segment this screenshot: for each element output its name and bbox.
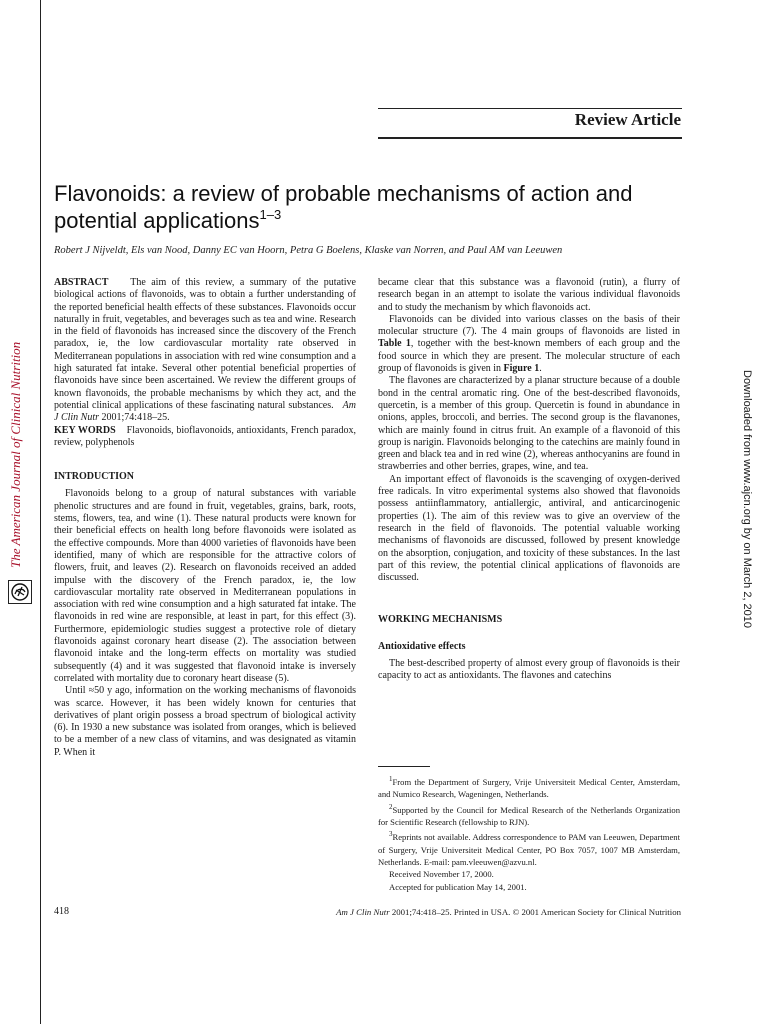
footnote-2-text: Supported by the Council for Medical Research of the Netherlands Organization for Scientific Research (fellowship to RJN). [378,804,680,827]
right-paragraph-2 [378,314,680,375]
header-rule-top [378,108,682,109]
abstract-text: The aim of this review, a summary of the putative biological actions of flavonoids, was to obtain a further understanding of the reported beneficial health effects of these substances. Flavonoids occur naturally in fruit, vegetables, and beverages such as tea and wine. Research in the field of flavonoids has increased since the discovery of the French paradox, ie, the low cardiovascular mortality rate observed in Mediterranean populations in association with red wine consumption and a high saturated fat intake. Several other potential beneficial properties of flavonoids have since been ascertained. We review the different groups of known flavonoids, the probable mechanisms by which they act, and the potential clinical applications of these fascinating natural substances. [54,277,356,411]
footnote-1-text: From the Department of Surgery, Vrije Universiteit Medical Center, Amsterdam, and Numico Research, Wageningen, Netherlands. [378,776,680,800]
footnote-2 [378,801,680,829]
key-words [54,425,356,450]
footer-journal: Am J Clin Nutr [336,907,390,917]
abstract [54,277,356,425]
right-paragraph-2-a: Flavonoids can be divided into various classes on the basis of their molecular structure (7). The 4 main groups of flavonoids are listed in [378,313,680,338]
accepted-date: Accepted for publication May 14, 2001. [389,881,527,892]
author-list: Robert J Nijveldt, Els van Nood, Danny EC van Hoorn, Petra G Boelens, Klaske van Norren, and Paul AM van Leeuwen [54,245,563,256]
right-paragraph-2-c: . [539,363,542,375]
figure-1-ref[interactable]: Figure 1 [503,363,540,375]
abstract-citation-journal: Am J Clin Nutr [54,399,356,424]
working-mechanisms-heading: WORKING MECHANISMS [378,614,503,626]
introduction-heading: INTRODUCTION [54,471,135,483]
right-paragraph-3: The flavones are characterized by a planar structure because of a double bond in the central aromatic ring. One of the best-described flavonoids, quercetin, is a member of this group. Quercetin is found in abundance in onions, apples, broccoli, and berries. The second group is the flavanones, which are mainly found in citrus fruit. An example of a flavonoid of this group is narigin. Flavonoids belonging to the catechins are mainly found in green and black tea and in red wine (2), whereas anthocyanins are found in strawberries and other berries, grapes, wine, and tea. [378,375,680,473]
footer-citation [336,907,681,917]
footnote-3-marker: 3 [389,830,393,839]
received-date: Received November 17, 2000. [389,869,494,880]
article-title-footnote-ref: 1–3 [259,207,282,222]
right-paragraph-2-b: , together with the best-known members of each group and the food source in which they are present. The molecular structure of each group of flavonoids is given in [378,338,680,375]
right-paragraph-1: became clear that this substance was a flavonoid (rutin), a flurry of research began in an attempt to isolate the various individual flavonoids and to study the mechanism by which flavonoids act. [378,277,680,313]
introduction-paragraph-1: Flavonoids belong to a group of natural substances with variable phenolic structures and are found in fruit, vegetables, grains, bark, roots, stems, flowers, tea, and wine (1). These natural products were known for their beneficial effects on health long before flavonoids were isolated as the effective compounds. More than 4000 varieties of flavonoids have been identified, many of which are responsible for the attractive colors of flowers, fruit, and leaves (2). Research on flavonoids received an added impulse with the discovery of the French paradox, ie, the low cardiovascular mortality rate observed in Mediterranean populations in association with red wine consumption and a high saturated fat intake. The flavonoids in red wine are responsible, at least in part, for this effect (3). Furthermore, epidemiologic studies suggest a protective role of dietary flavonoids against coronary heart disease (2). The association between flavonoid intake and the long-term effects on mortality was studied subsequently (4) and it was suggested that flavonoid intake is inversely correlated with mortality due to coronary heart disease (5). [54,488,356,684]
table-1-ref[interactable]: Table 1 [378,338,411,350]
footnotes [378,766,680,893]
abstract-citation-detail: 2001;74:418–25. [101,412,170,424]
key-words-label: KEY WORDS [54,424,116,436]
page-number: 418 [54,906,69,917]
antioxidative-heading: Antioxidative effects [378,640,466,652]
right-column [378,277,680,683]
article-title-text: Flavonoids: a review of probable mechanisms of action and potential applications [54,181,633,233]
footnote-1-marker: 1 [389,775,393,783]
journal-side-label: The American Journal of Clinical Nutrition [8,341,23,569]
section-label: Review Article [574,110,681,129]
footnote-2-marker: 2 [389,802,393,811]
introduction-paragraph-2: Until ≈50 y ago, information on the working mechanisms of flavonoids was scarce. However, it has been widely known for centuries that derivatives of plant origin possess a broad spectrum of biological activity (6). In 1930 a new substance was isolated from oranges, which is believed to be a member of a new class of vitamins, and was designated as vitamin P. When it [54,685,356,758]
article-title [54,180,694,234]
journal-logo-icon [8,580,32,604]
right-paragraph-5: The best-described property of almost every group of flavonoids is their capacity to act as antioxidants. The flavones and catechins [378,658,680,682]
abstract-label: ABSTRACT [54,277,109,288]
download-side-label: Downloaded from www.ajcn.org by on March 2, 2010 [741,370,753,629]
footnote-3-text: Reprints not available. Address correspondence to PAM van Leeuwen, Department of Surgery, Vrije Universiteit Medical Center, PO Box 7057, 1007 MB Amsterdam, Netherlands. E-mail: pam.vleeuwen@azvu.nl. [378,832,680,868]
margin-rule [40,0,41,1024]
footnote-rule [378,766,430,767]
left-column [54,277,356,759]
header-rule-bottom [378,137,682,139]
right-paragraph-4: An important effect of flavonoids is the scavenging of oxygen-derived free radicals. In vitro experimental systems also showed that flavonoids possess antiinflammatory, antiallergic, antiviral, and anticarcinogenic properties (1). The aim of this review was to give an overview of the research in the field of flavonoids. The potential valuable working mechanisms of flavonoids are discussed, followed by present knowledge on the absorption, conjugation, and toxicity of these substances. In the last part of this review, the potential clinical applications of flavonoids are discussed. [378,473,680,584]
footnote-1 [378,773,680,801]
footer-citation-text: 2001;74:418–25. Printed in USA. © 2001 American Society for Clinical Nutrition [391,907,681,917]
footnote-3 [378,828,680,868]
key-words-text: Flavonoids, bioflavonoids, antioxidants, French paradox, review, polyphenols [54,424,356,448]
